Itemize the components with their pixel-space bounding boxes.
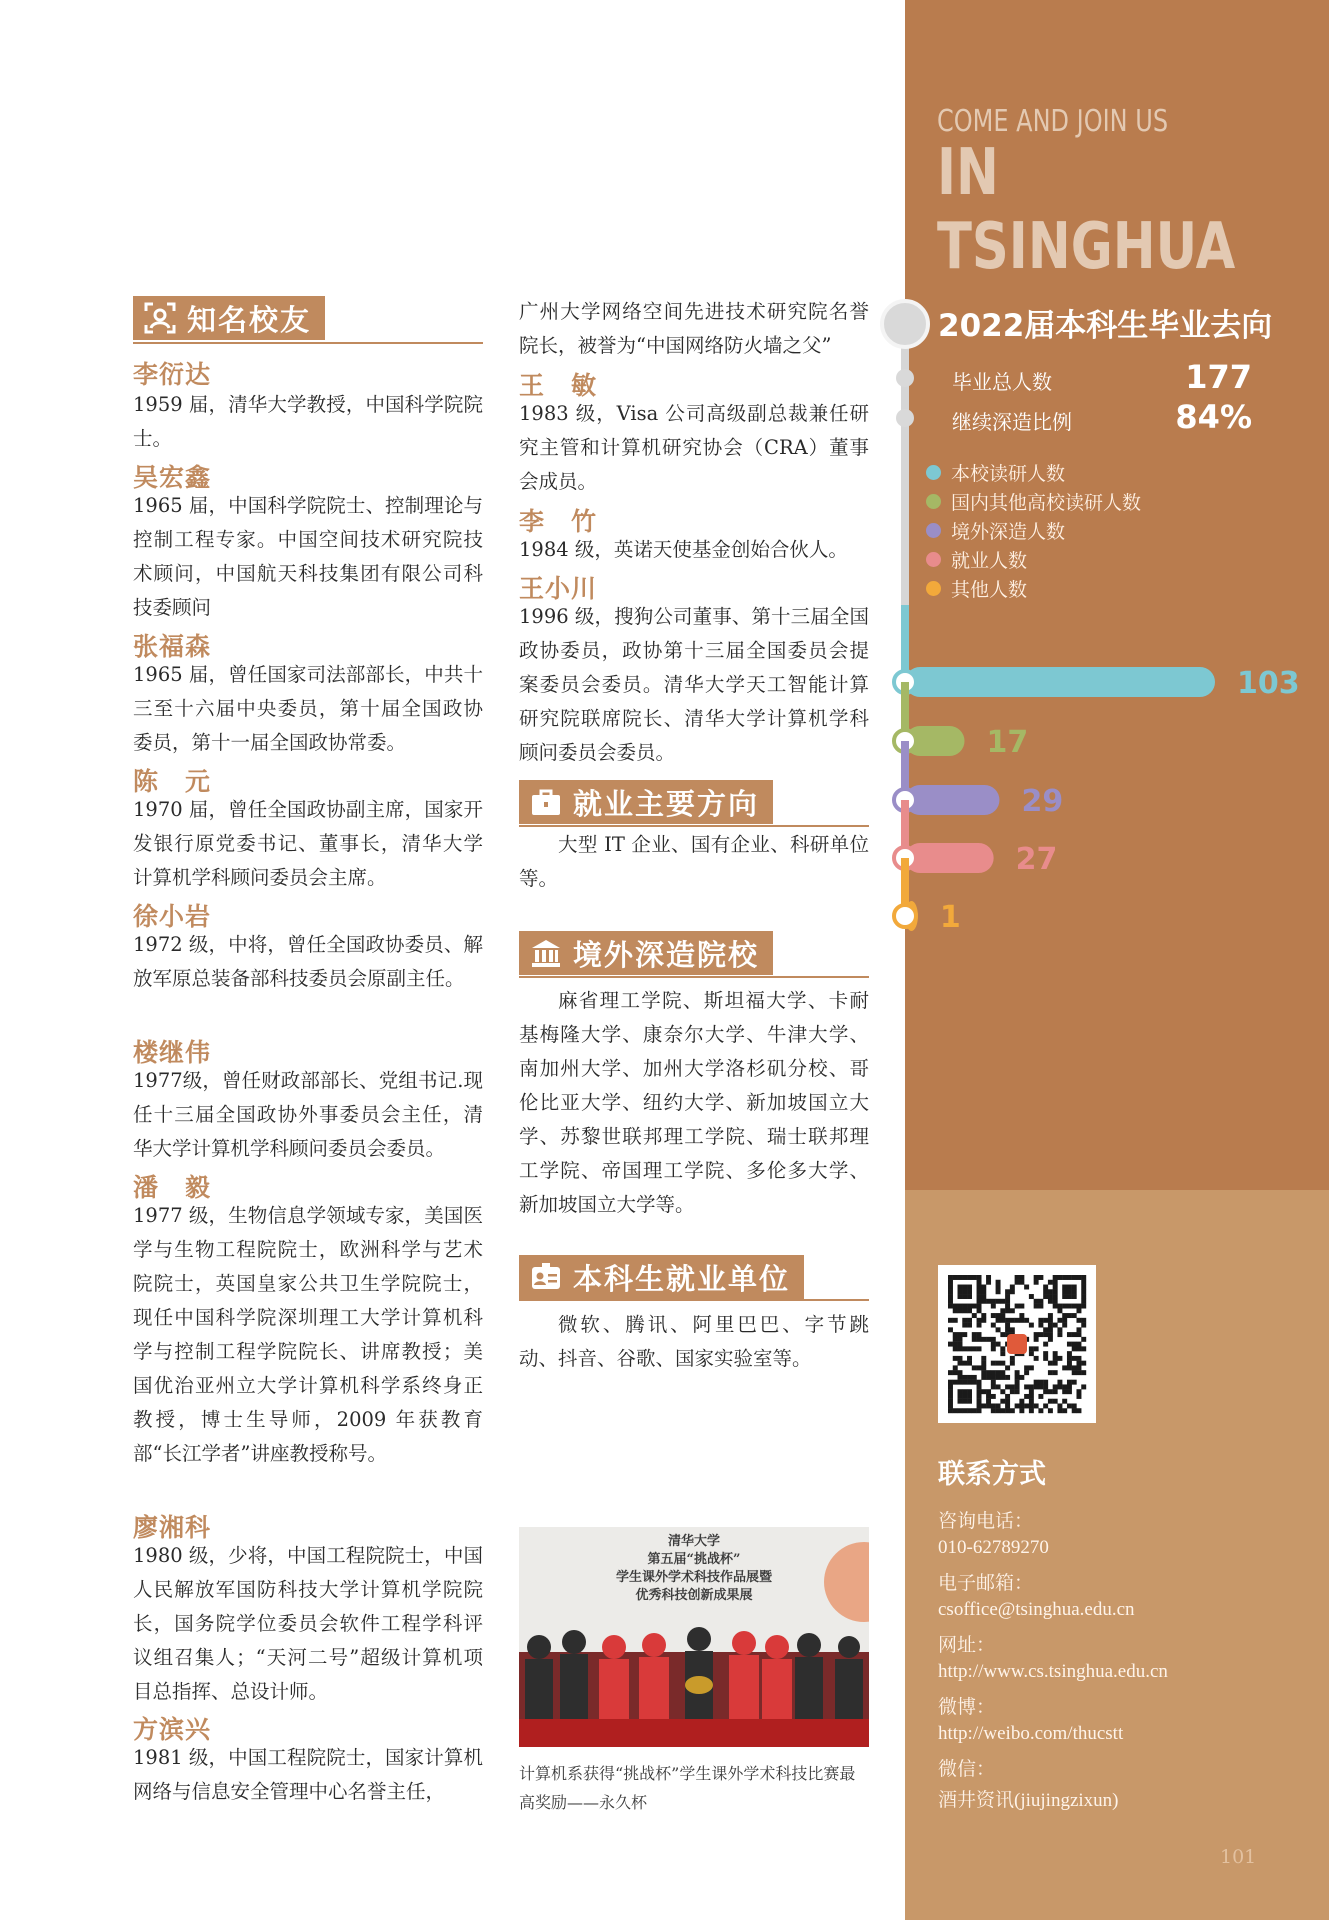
chart-title: 2022届本科生毕业去向 (938, 308, 1273, 344)
alumni-name: 李 竹 (519, 507, 598, 536)
legend-label: 就业人数 (951, 550, 1028, 572)
employment-direction-underline (519, 825, 869, 827)
contact-line: 酒井资讯(jiujingzixun) (938, 1790, 1119, 1811)
alumni-desc: 1965 届，中国科学院院士、控制理论与控制工程专家。中国空间技术研究院技术顾问，中国航天科技集团有限公司科技委顾问 (133, 494, 483, 619)
photo-banner-line: 清华大学 (667, 1534, 720, 1549)
employers-header-box (519, 1255, 804, 1299)
contact-title: 联系方式 (938, 1459, 1046, 1490)
alumni-name: 徐小岩 (133, 902, 212, 931)
alumni-name: 方滨兴 (133, 1715, 212, 1744)
timeline-node (896, 409, 914, 427)
contact-line: 微信： (938, 1759, 996, 1780)
briefcase-icon (529, 785, 563, 819)
contact-line[interactable]: http://weibo.com/thucstt (938, 1723, 1124, 1744)
alumni-name: 李衍达 (133, 360, 212, 389)
photo-banner (519, 1533, 869, 1605)
alumni-underline (133, 342, 483, 344)
alumni-name: 楼继伟 (133, 1038, 212, 1067)
institution-icon (529, 936, 563, 970)
overseas-header-box (519, 931, 773, 975)
contact-line: 电子邮箱： (938, 1573, 1034, 1594)
qr-code-graphic (938, 1265, 1096, 1423)
employment-direction-header (519, 780, 773, 824)
alumni-name: 陈 元 (133, 767, 212, 796)
bar-node (894, 905, 916, 927)
stat-label-total: 毕业总人数 (952, 370, 1052, 394)
employers-text: 微软、腾讯、阿里巴巴、字节跳动、抖音、谷歌、国家实验室等。 (519, 1313, 869, 1370)
bar-value-label: 27 (1015, 842, 1058, 877)
alumni-desc: 1972 级，中将，曾任全国政协委员、解放军原总装备部科技委员会原副主任。 (133, 933, 483, 990)
award-photo (519, 1527, 869, 1747)
alumni-name: 廖湘科 (133, 1513, 212, 1542)
employment-direction-title: 就业主要方向 (573, 786, 760, 821)
alumni-header (133, 296, 325, 340)
alumni-name: 王小川 (519, 574, 598, 603)
bar (905, 785, 999, 815)
timeline-start-node (882, 301, 928, 347)
stat-value-ratio: 84% (1175, 398, 1252, 436)
person-focus-icon (143, 301, 177, 335)
alumni-desc: 1959 届，清华大学教授，中国科学院院士。 (133, 393, 483, 450)
alumni-desc: 1981 级，中国工程院院士，国家计算机网络与信息安全管理中心名誉主任， (133, 1746, 483, 1803)
legend-label: 国内其他高校读研人数 (951, 492, 1142, 514)
bar-value-label: 103 (1237, 666, 1300, 701)
alumni-desc: 1984 级，英诺天使基金创始合伙人。 (519, 538, 848, 561)
alumni-desc: 1983 级，Visa 公司高级副总裁兼任研究主管和计算机研究协会（CRA）董事会成员。 (519, 402, 869, 493)
contact-line[interactable]: csoffice@tsinghua.edu.cn (938, 1599, 1135, 1620)
alumni-desc: 1996 级，搜狗公司董事、第十三届全国政协委员，政协第十三届全国委员会提案委员会委员。清华大学天工智能计算研究院联席院长、清华大学计算机学科顾问委员会委员。 (519, 605, 869, 764)
legend-label: 本校读研人数 (951, 463, 1066, 485)
photo-banner-line: 学生课外学术科技作品展暨 (615, 1570, 772, 1585)
bar (905, 667, 1215, 697)
bar (905, 843, 994, 873)
alumni-name: 王 敏 (519, 371, 598, 400)
alumni-name: 吴宏鑫 (133, 463, 212, 492)
alumni-desc: 1980 级，少将，中国工程院院士，中国人民解放军国防科技大学计算机学院院长，国务院学位委员会软件工程学科评议组召集人；“天河二号”超级计算机项目总指挥、总设计师。 (133, 1544, 483, 1703)
alumni-desc-continued: 广州大学网络空间先进技术研究院名誉院长，被誉为“中国网络防火墙之父” (519, 300, 869, 357)
photo-caption: 计算机系获得“挑战杯”学生课外学术科技比赛最高奖励——永久杯 (519, 1764, 856, 1812)
contact-line[interactable]: http://www.cs.tsinghua.edu.cn (938, 1661, 1168, 1682)
alumni-title: 知名校友 (187, 302, 312, 337)
overseas-title: 境外深造院校 (573, 937, 760, 972)
employers-underline (519, 1299, 869, 1301)
page-number: 101 (1220, 1846, 1257, 1868)
alumni-desc: 1977级，曾任财政部部长、党组书记.现任十三届全国政协外事委员会主任，清华大学计算机学科顾问委员会委员。 (133, 1069, 483, 1160)
slogan-line2: IN TSINGHUA (937, 136, 1236, 284)
employment-direction-text: 大型 IT 企业、国有企业、科研单位等。 (519, 833, 869, 890)
bar-value-label: 17 (986, 725, 1029, 760)
alumni-name: 潘 毅 (133, 1173, 212, 1202)
photo-banner-line: 第五届“挑战杯” (647, 1552, 741, 1567)
id-card-icon (529, 1260, 563, 1294)
overseas-header (519, 931, 773, 975)
alumni-desc: 1970 届，曾任全国政协副主席，国家开发银行原党委书记、董事长，清华大学计算机学科顾问委员会主席。 (133, 798, 483, 889)
employers-title: 本科生就业单位 (573, 1261, 791, 1296)
stat-label-ratio: 继续深造比例 (952, 410, 1072, 434)
alumni-header-box (133, 296, 325, 340)
contact-line: 网址： (938, 1635, 996, 1656)
overseas-underline (519, 976, 869, 978)
bar-value-label: 29 (1021, 784, 1064, 819)
alumni-desc: 1965 届，曾任国家司法部部长，中共十三至十六届中央委员，第十届全国政协委员，第十一届全国政协常委。 (133, 663, 483, 754)
employment-direction-header-box (519, 780, 773, 824)
contact-line: 咨询电话： (938, 1511, 1034, 1532)
bar-value-label: 1 (939, 900, 961, 935)
legend-label: 其他人数 (951, 579, 1028, 601)
photo-banner-line: 优秀科技创新成果展 (635, 1588, 753, 1603)
alumni-desc: 1977 级，生物信息学领域专家，美国医学与生物工程院院士，欧洲科学与艺术院院士，英国皇家公共卫生学院院士，现任中国科学院深圳理工大学计算机科学与控制工程学院院长、讲席教授；美国优治亚州立大学计算机科学系终身正教授，博士生导师，2009 年获教育部“长江学者”讲座教授称号。 (133, 1204, 483, 1465)
qr-code (938, 1265, 1096, 1423)
alumni-name: 张福森 (133, 632, 212, 661)
chart-svg (880, 290, 1329, 950)
contact-line: 010-62789270 (938, 1537, 1049, 1558)
contact-line: 微博： (938, 1697, 996, 1718)
slogan-line1: COME AND JOIN US (937, 104, 1169, 139)
employers-header (519, 1255, 804, 1299)
legend-label: 境外深造人数 (951, 521, 1066, 543)
overseas-text: 麻省理工学院、斯坦福大学、卡耐基梅隆大学、康奈尔大学、牛津大学、南加州大学、加州大学洛杉矶分校、哥伦比亚大学、纽约大学、新加坡国立大学、苏黎世联邦理工学院、瑞士联邦理工学院、帝国理工学院、多伦多大学、新加坡国立大学等。 (519, 989, 869, 1216)
timeline-node (896, 369, 914, 387)
stat-value-total: 177 (1185, 358, 1252, 396)
